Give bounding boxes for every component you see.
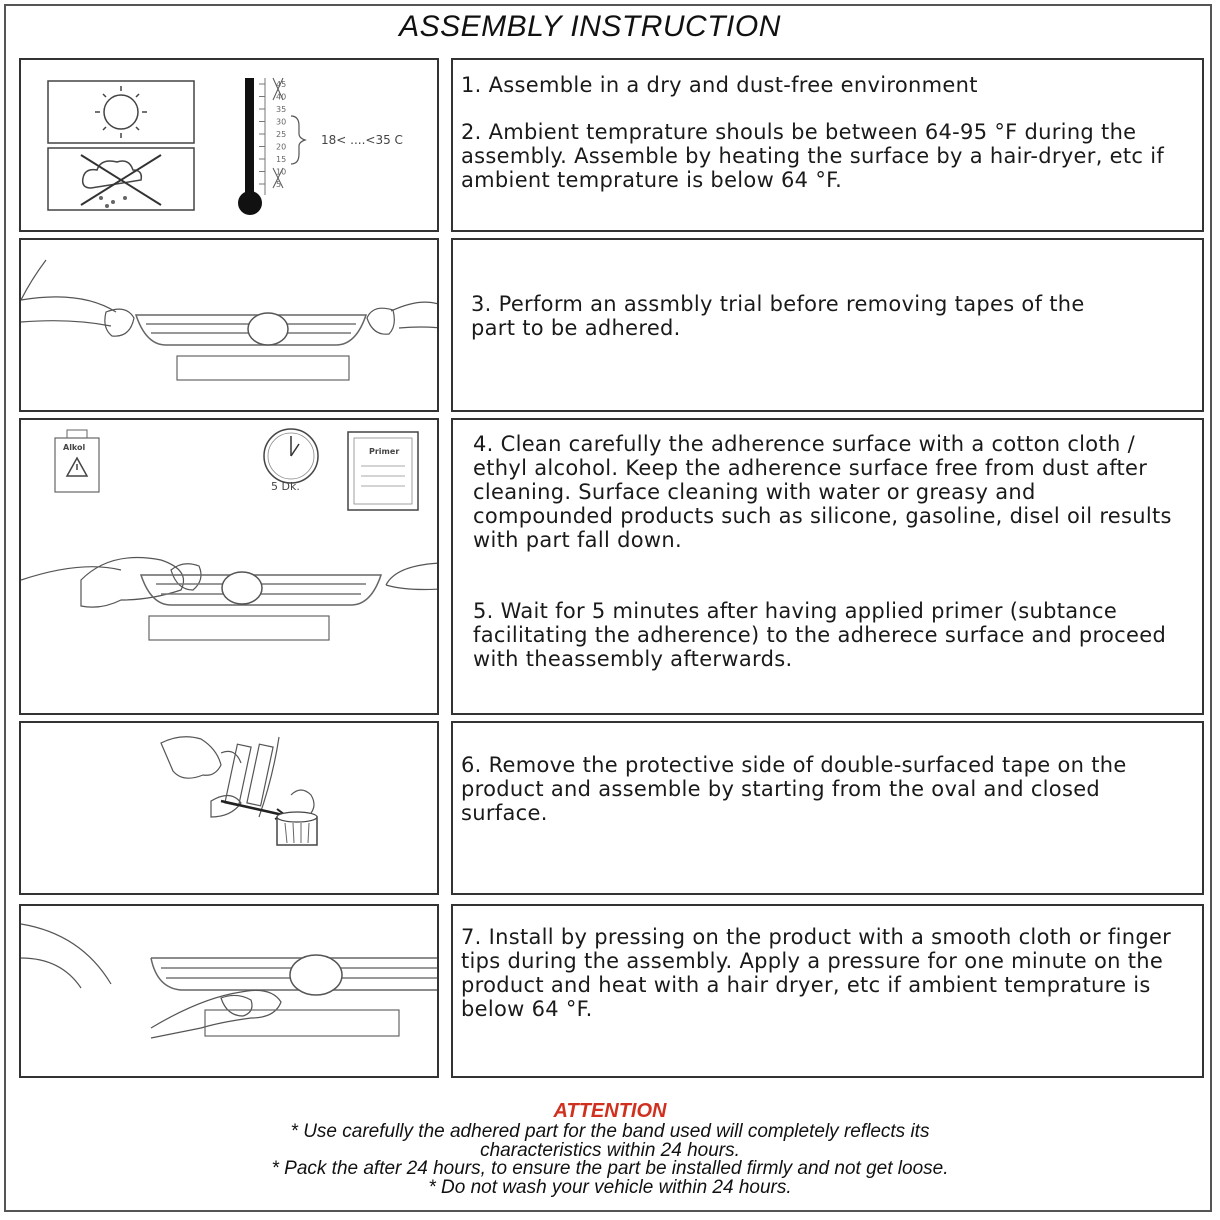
step-box-7 xyxy=(451,904,1204,1078)
step-box-3 xyxy=(451,238,1204,412)
thermometer-tick-label: 40 xyxy=(276,92,287,102)
illustration-cleaning xyxy=(19,418,439,715)
tape-removal-icon xyxy=(21,723,439,895)
step-5-text: 5. Wait for 5 minutes after having applied primer (subtance facilitating the adherence) to the adherece surface and proceed with theassembly afterwards. xyxy=(473,599,1167,671)
thermometer-tick-label: 30 xyxy=(276,117,287,127)
install-press-icon xyxy=(21,906,439,1078)
page-title: ASSEMBLY INSTRUCTION xyxy=(399,10,781,43)
thermometer-tick-label: 20 xyxy=(276,142,287,152)
step-4-text: 4. Clean carefully the adherence surface with a cotton cloth / ethyl alcohol. Keep the adherence surface free from dust after cleaning. Surface cleaning with water or greasy and compounded products such as silicone, gasoline, disel oil results with part fall down. xyxy=(473,432,1172,552)
thermometer-tick-label: 5 xyxy=(276,180,282,189)
attention-note-3: * Do not wash your vehicle within 24 hours. xyxy=(428,1177,792,1198)
step-box-1-2 xyxy=(451,58,1204,232)
temp-range-label: 18< ....<35 C xyxy=(321,133,403,147)
step-box-4-5 xyxy=(451,418,1204,715)
grille-trial-icon xyxy=(21,240,439,412)
thermometer-tick-label: 10 xyxy=(276,167,287,177)
illustration-trial xyxy=(19,238,439,412)
cleaning-primer-icon xyxy=(21,420,439,715)
attention-heading: ATTENTION xyxy=(553,1100,667,1122)
thermometer-tick-label: 15 xyxy=(276,155,287,164)
thermometer-tick-label: 25 xyxy=(276,130,287,139)
step-6-text: 6. Remove the protective side of double-surfaced tape on the product and assemble by starting from the oval and closed surface. xyxy=(461,753,1127,825)
step-box-6 xyxy=(451,721,1204,895)
attention-note-1-cont: characteristics within 24 hours. xyxy=(480,1140,740,1161)
step-2-text: 2. Ambient temprature shouls be between 64-95 °F during the assembly. Assemble by heating the surface by a hair-dryer, etc if ambient temprature is below 64 °F. xyxy=(461,120,1165,192)
alcohol-label: Alkol xyxy=(63,443,86,452)
weather-thermometer-icon xyxy=(21,60,439,232)
primer-label: Primer xyxy=(369,447,400,456)
step-7-text: 7. Install by pressing on the product with a smooth cloth or finger tips during the assembly. Apply a pressure for one minute on the product and heat with a hair dryer, etc if ambient temprature is below 64 °F. xyxy=(461,925,1172,1021)
clock-label: 5 Dk. xyxy=(271,480,300,493)
illustration-tape xyxy=(19,721,439,895)
illustration-install xyxy=(19,904,439,1078)
illustration-environment xyxy=(19,58,439,232)
thermometer-tick-label: 45 xyxy=(276,80,287,89)
step-3-text: 3. Perform an assmbly trial before removing tapes of the part to be adhered. xyxy=(471,292,1085,340)
thermometer-tick-label: 35 xyxy=(276,105,287,114)
attention-note-2: * Pack the after 24 hours, to ensure the part be installed firmly and not get loose. xyxy=(271,1158,949,1179)
step-1-text: 1. Assemble in a dry and dust-free environment xyxy=(461,73,978,97)
attention-note-1: * Use carefully the adhered part for the band used will completely reflects its xyxy=(290,1121,930,1142)
